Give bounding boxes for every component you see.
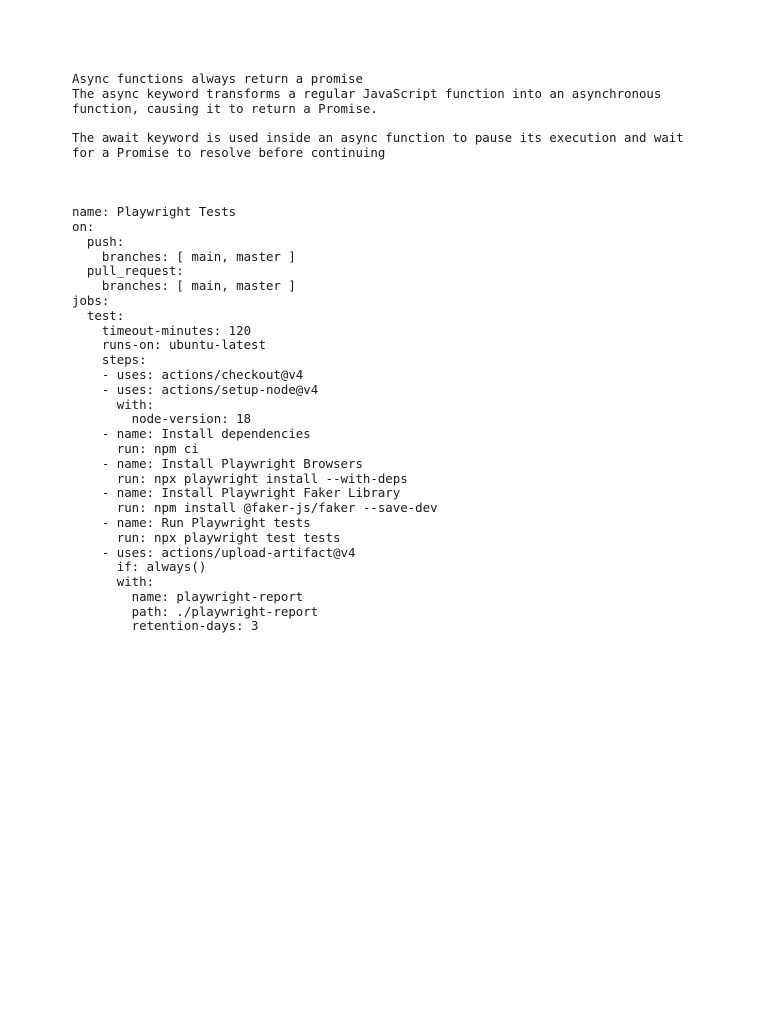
note-line: The await keyword is used inside an async function to pause its execution and wait bbox=[72, 130, 684, 146]
yaml-line: if: always() bbox=[72, 559, 207, 575]
yaml-line: jobs: bbox=[72, 292, 110, 308]
yaml-line: - uses: actions/upload-artifact@v4 bbox=[72, 544, 356, 560]
yaml-line: runs-on: ubuntu-latest bbox=[72, 337, 266, 353]
blank-gap bbox=[72, 161, 752, 205]
yaml-line: - name: Install dependencies bbox=[72, 426, 311, 442]
yaml-line: run: npm install @faker-js/faker --save-dev bbox=[72, 500, 438, 516]
yaml-line: - name: Install Playwright Faker Library bbox=[72, 485, 401, 501]
note-line: The async keyword transforms a regular JavaScript function into an asynchronous bbox=[72, 85, 662, 101]
yaml-line: - uses: actions/checkout@v4 bbox=[72, 366, 304, 382]
yaml-line: run: npm ci bbox=[72, 440, 199, 456]
yaml-line: - uses: actions/setup-node@v4 bbox=[72, 381, 319, 397]
yaml-line: on: bbox=[72, 218, 95, 234]
yaml-line: name: Playwright Tests bbox=[72, 204, 237, 220]
yaml-line: with: bbox=[72, 396, 155, 412]
yaml-line: run: npx playwright test tests bbox=[72, 529, 341, 545]
note-line: Async functions always return a promise bbox=[72, 71, 363, 86]
yaml-line: - name: Run Playwright tests bbox=[72, 514, 311, 530]
yaml-line: - name: Install Playwright Browsers bbox=[72, 455, 363, 471]
yaml-line: branches: [ main, master ] bbox=[72, 278, 296, 294]
note-line: for a Promise to resolve before continuing bbox=[72, 144, 386, 160]
yaml-line: name: playwright-report bbox=[72, 588, 304, 604]
yaml-line: with: bbox=[72, 574, 155, 590]
yaml-line: timeout-minutes: 120 bbox=[72, 322, 252, 338]
yaml-line: pull_request: bbox=[72, 263, 184, 279]
yaml-line: push: bbox=[72, 233, 125, 249]
blank-line bbox=[72, 116, 752, 131]
yaml-line: test: bbox=[72, 307, 125, 323]
yaml-block bbox=[72, 205, 752, 634]
document-page bbox=[72, 72, 752, 634]
yaml-line: retention-days: 3 bbox=[72, 618, 259, 634]
yaml-line: branches: [ main, master ] bbox=[72, 248, 296, 264]
yaml-line: path: ./playwright-report bbox=[72, 603, 319, 619]
yaml-line: run: npx playwright install --with-deps bbox=[72, 470, 408, 486]
note-line: function, causing it to return a Promise. bbox=[72, 100, 378, 116]
yaml-line: node-version: 18 bbox=[72, 411, 252, 427]
yaml-line: steps: bbox=[72, 352, 147, 368]
